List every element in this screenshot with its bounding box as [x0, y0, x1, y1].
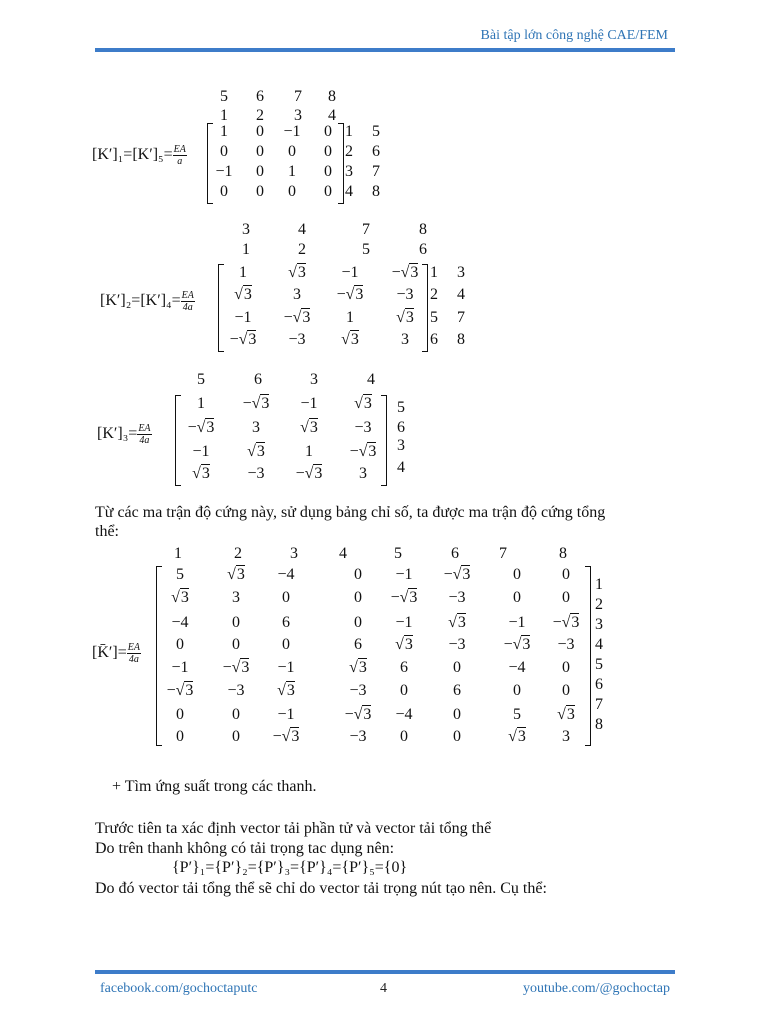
- matrix-global-cell: 0: [282, 636, 290, 653]
- matrix-global-cell: −1: [277, 659, 295, 676]
- matrix-global-cell: 0: [400, 682, 408, 699]
- matrix-global-cell: −3: [349, 728, 367, 745]
- matrix-k3-cell: 3: [359, 465, 367, 482]
- matrix-k1-cell: 0: [324, 163, 332, 180]
- matrix-global-cell: 0: [513, 682, 521, 699]
- matrix-k2-cell: 1: [346, 309, 354, 326]
- matrix-k2-lhs: [K′]₂=[K′]₄= $\frac{EA}{4a}$: [100, 290, 194, 313]
- matrix-global-cell: −√3: [222, 659, 250, 676]
- matrix-k3-cell: −√3: [349, 443, 377, 460]
- matrix-global-cell: 0: [176, 636, 184, 653]
- matrix-global-row-label: 8: [595, 716, 603, 733]
- matrix-global-cell: 0: [354, 566, 362, 583]
- matrix-k2-col-label: 3: [242, 221, 250, 238]
- footer-page-number: 4: [380, 981, 387, 996]
- matrix-global-col-label: 8: [559, 545, 567, 562]
- matrix-k2-col-label: 6: [419, 241, 427, 258]
- matrix-k1-cell: 0: [288, 143, 296, 160]
- matrix-global-col-label: 7: [499, 545, 507, 562]
- matrix-global-row-label: 4: [595, 636, 603, 653]
- matrix-global-row-label: 2: [595, 596, 603, 613]
- matrix-global-cell: −3: [349, 682, 367, 699]
- matrix-global-cell: 3: [562, 728, 570, 745]
- matrix-k1-cell: 1: [220, 123, 228, 140]
- matrix-global-cell: 0: [354, 614, 362, 631]
- matrix-k2-row-label: 4: [457, 286, 465, 303]
- matrix-global-cell: −1: [395, 614, 413, 631]
- matrix-global-cell: −4: [508, 659, 526, 676]
- matrix-k3-row-label: 6: [397, 419, 405, 436]
- matrix-global-cell: 0: [453, 706, 461, 723]
- matrix-k2-row-label: 8: [457, 331, 465, 348]
- matrix-global-cell: 0: [562, 589, 570, 606]
- matrix-k1-cell: 0: [324, 123, 332, 140]
- matrix-global-col-label: 4: [339, 545, 347, 562]
- matrix-k2-cell: 1: [239, 264, 247, 281]
- matrix-global-cell: 0: [232, 636, 240, 653]
- matrix-k3-col-label: 5: [197, 371, 205, 388]
- paragraph-text1: Từ các ma trận độ cứng này, sử dụng bảng chỉ số, ta được ma trận độ cứng tổng: [95, 504, 606, 521]
- matrix-k2-cell: √3: [396, 309, 414, 326]
- matrix-k2-cell: −√3: [336, 286, 364, 303]
- matrix-k3-col-label: 3: [310, 371, 318, 388]
- matrix-global-cell: −√3: [166, 682, 194, 699]
- matrix-global-col-label: 3: [290, 545, 298, 562]
- matrix-global-cell: 0: [513, 566, 521, 583]
- matrix-k3-cell: 3: [252, 419, 260, 436]
- matrix-global-col-label: 1: [174, 545, 182, 562]
- matrix-k3-cell: −1: [192, 443, 210, 460]
- matrix-k2-cell: −√3: [283, 309, 311, 326]
- matrix-k1-cell: 0: [324, 183, 332, 200]
- matrix-k1-col-label: 6: [256, 88, 264, 105]
- footer-rule: [95, 970, 675, 974]
- footer-facebook-link[interactable]: facebook.com/gochoctaputc: [100, 981, 258, 996]
- paragraph-text5: {P′}₁={P′}₂={P′}₃={P′}₄={P′}₅={0}: [172, 859, 408, 876]
- matrix-global-cell: 6: [282, 614, 290, 631]
- matrix-global-cell: −1: [395, 566, 413, 583]
- matrix-k2-cell: −1: [341, 264, 359, 281]
- matrix-k3-cell: √3: [192, 465, 210, 482]
- matrix-k2-row-label: 3: [457, 264, 465, 281]
- matrix-global-cell: √3: [395, 636, 413, 653]
- footer-youtube-link[interactable]: youtube.com/@gochoctap: [522, 981, 670, 996]
- matrix-global-cell: −√3: [552, 614, 580, 631]
- matrix-global-cell: 0: [176, 706, 184, 723]
- matrix-global-cell: −3: [557, 636, 575, 653]
- matrix-k2-col-label: 7: [362, 221, 370, 238]
- matrix-k3-cell: −1: [300, 395, 318, 412]
- matrix-k2-cell: −√3: [229, 331, 257, 348]
- matrix-global-cell: √3: [171, 589, 189, 606]
- matrix-global-cell: −√3: [503, 636, 531, 653]
- matrix-global-cell: 6: [354, 636, 362, 653]
- header-title: Bài tập lớn công nghệ CAE/FEM: [480, 28, 668, 43]
- matrix-k3-cell: √3: [354, 395, 372, 412]
- matrix-k3-row-label: 4: [397, 459, 405, 476]
- matrix-k2-row-label: 7: [457, 309, 465, 326]
- matrix-global-row-label: 6: [595, 676, 603, 693]
- matrix-global-col-label: 5: [394, 545, 402, 562]
- matrix-global-cell: −√3: [390, 589, 418, 606]
- matrix-k3-cell: −3: [354, 419, 372, 436]
- matrix-global-cell: 5: [513, 706, 521, 723]
- matrix-global-cell: 0: [453, 728, 461, 745]
- matrix-k2-col-label: 2: [298, 241, 306, 258]
- matrix-k2-col-label: 1: [242, 241, 250, 258]
- matrix-k3-col-label: 6: [254, 371, 262, 388]
- matrix-k1-row-label: 1: [345, 123, 353, 140]
- matrix-k3-cell: √3: [247, 443, 265, 460]
- paragraph-text3: Trước tiên ta xác định vector tải phần tử và vector tải tổng thể: [95, 820, 492, 837]
- matrix-global-cell: −3: [448, 636, 466, 653]
- header-rule: [95, 48, 675, 52]
- matrix-global-col-label: 2: [234, 545, 242, 562]
- matrix-global-cell: 5: [176, 566, 184, 583]
- matrix-k1-cell: −1: [215, 163, 233, 180]
- paragraph-text6: Do đó vector tải tổng thể sẽ chỉ do vector tải trọng nút tạo nên. Cụ thể:: [95, 880, 547, 897]
- matrix-k1-cell: 0: [220, 183, 228, 200]
- paragraph-text2: + Tìm ứng suất trong các thanh.: [112, 778, 317, 795]
- matrix-global-row-label: 3: [595, 616, 603, 633]
- matrix-global-cell: 0: [400, 728, 408, 745]
- matrix-k3-row-label: 3: [397, 437, 405, 454]
- matrix-global-cell: 0: [453, 659, 461, 676]
- matrix-global-cell: √3: [227, 566, 245, 583]
- matrix-global-cell: 0: [354, 589, 362, 606]
- matrix-k1-row-label: 5: [372, 123, 380, 140]
- matrix-k1-col-label: 3: [294, 107, 302, 124]
- matrix-k1-cell: 0: [256, 123, 264, 140]
- matrix-k2-cell: √3: [341, 331, 359, 348]
- matrix-k1-row-label: 7: [372, 163, 380, 180]
- matrix-k1-col-label: 1: [220, 107, 228, 124]
- matrix-k3-cell: −3: [247, 465, 265, 482]
- matrix-global-row-label: 1: [595, 576, 603, 593]
- matrix-k2-cell: −3: [396, 286, 414, 303]
- paragraph-text1b: thể:: [95, 523, 119, 540]
- matrix-global-cell: −√3: [272, 728, 300, 745]
- matrix-k2-col-label: 8: [419, 221, 427, 238]
- matrix-k3-row-label: 5: [397, 399, 405, 416]
- matrix-k2-cell: 3: [401, 331, 409, 348]
- matrix-global-cell: −4: [277, 566, 295, 583]
- matrix-global-cell: 0: [282, 589, 290, 606]
- matrix-k3-cell: 1: [197, 395, 205, 412]
- matrix-k3-lhs: [K′]₃= $\frac{EA}{4a}$: [97, 423, 151, 446]
- matrix-k1-cell: −1: [283, 123, 301, 140]
- matrix-k2-cell: −1: [234, 309, 252, 326]
- matrix-k1-cell: 0: [220, 143, 228, 160]
- matrix-global-lhs: [K̄′]= $\frac{EA}{4a}$: [92, 642, 140, 665]
- matrix-global-cell: 3: [232, 589, 240, 606]
- matrix-k2-cell: −3: [288, 331, 306, 348]
- matrix-global-cell: −3: [227, 682, 245, 699]
- matrix-global-cell: 0: [232, 614, 240, 631]
- matrix-k3-cell: −√3: [242, 395, 270, 412]
- matrix-global-cell: 0: [176, 728, 184, 745]
- matrix-k1-row-label: 8: [372, 183, 380, 200]
- matrix-global-row-label: 7: [595, 696, 603, 713]
- matrix-k3-cell: √3: [300, 419, 318, 436]
- matrix-global-cell: 6: [453, 682, 461, 699]
- matrix-k1-row-label: 6: [372, 143, 380, 160]
- matrix-k1-row-label: 4: [345, 183, 353, 200]
- matrix-k1-cell: 0: [288, 183, 296, 200]
- matrix-global-cell: √3: [448, 614, 466, 631]
- matrix-global-cell: 0: [562, 659, 570, 676]
- matrix-global-cell: −√3: [344, 706, 372, 723]
- matrix-global-cell: 0: [562, 566, 570, 583]
- matrix-global-cell: 0: [232, 728, 240, 745]
- matrix-global-cell: √3: [349, 659, 367, 676]
- matrix-global-cell: 0: [513, 589, 521, 606]
- matrix-k3-cell: 1: [305, 443, 313, 460]
- matrix-k3-col-label: 4: [367, 371, 375, 388]
- matrix-k1-cell: 0: [256, 183, 264, 200]
- matrix-k1-cell: 0: [324, 143, 332, 160]
- matrix-global-cell: −4: [171, 614, 189, 631]
- matrix-k1-cell: 0: [256, 143, 264, 160]
- matrix-k1-lhs: [K′]₁=[K′]₅= $\frac{EA}{a}$: [92, 144, 186, 167]
- matrix-k2-row-label: 6: [430, 331, 438, 348]
- matrix-k1-col-label: 2: [256, 107, 264, 124]
- matrix-global-cell: 6: [400, 659, 408, 676]
- matrix-k1-cell: 1: [288, 163, 296, 180]
- matrix-global-cell: −1: [277, 706, 295, 723]
- matrix-k2-cell: √3: [234, 286, 252, 303]
- matrix-global-cell: −4: [395, 706, 413, 723]
- matrix-k2-cell: −√3: [391, 264, 419, 281]
- matrix-global-cell: −3: [448, 589, 466, 606]
- paragraph-text4: Do trên thanh không có tải trọng tac dụng nên:: [95, 840, 395, 857]
- matrix-k1-col-label: 7: [294, 88, 302, 105]
- matrix-k1-row-label: 3: [345, 163, 353, 180]
- matrix-k2-col-label: 5: [362, 241, 370, 258]
- matrix-k2-col-label: 4: [298, 221, 306, 238]
- matrix-global-row-label: 5: [595, 656, 603, 673]
- matrix-k1-cell: 0: [256, 163, 264, 180]
- matrix-global-cell: −1: [171, 659, 189, 676]
- matrix-global-col-label: 6: [451, 545, 459, 562]
- matrix-k3-cell: −√3: [187, 419, 215, 436]
- matrix-k1-col-label: 8: [328, 88, 336, 105]
- matrix-global-cell: √3: [508, 728, 526, 745]
- matrix-k2-row-label: 1: [430, 264, 438, 281]
- matrix-k3-cell: −√3: [295, 465, 323, 482]
- matrix-global-cell: √3: [557, 706, 575, 723]
- matrix-k2-cell: 3: [293, 286, 301, 303]
- matrix-k1-row-label: 2: [345, 143, 353, 160]
- matrix-global-cell: −1: [508, 614, 526, 631]
- matrix-global-cell: √3: [277, 682, 295, 699]
- matrix-global-cell: 0: [232, 706, 240, 723]
- matrix-k1-col-label: 4: [328, 107, 336, 124]
- matrix-k2-row-label: 2: [430, 286, 438, 303]
- matrix-k2-row-label: 5: [430, 309, 438, 326]
- matrix-k2-cell: √3: [288, 264, 306, 281]
- matrix-global-cell: −√3: [443, 566, 471, 583]
- matrix-global-cell: 0: [562, 682, 570, 699]
- matrix-k1-col-label: 5: [220, 88, 228, 105]
